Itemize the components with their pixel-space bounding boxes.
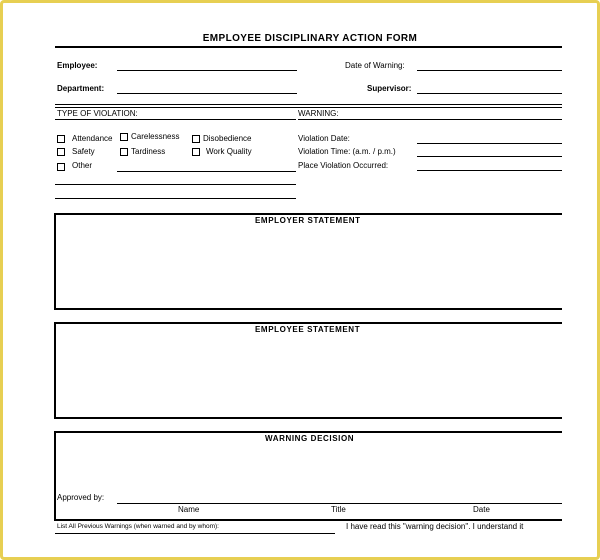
employee-statement-box[interactable] [54, 322, 562, 419]
form-title: EMPLOYEE DISCIPLINARY ACTION FORM [202, 33, 418, 44]
checkbox-attendance[interactable] [57, 135, 65, 143]
violation-date-label: Violation Date: [298, 134, 350, 143]
checkbox-tardiness[interactable] [120, 148, 128, 156]
divider-2 [55, 107, 562, 108]
place-violation-label: Place Violation Occurred: [298, 161, 389, 170]
option-other: Other [72, 161, 93, 170]
warning-decision-title: WARNING DECISION [265, 434, 355, 443]
date-of-warning-field[interactable] [417, 70, 562, 71]
employee-statement-title: EMPLOYEE STATEMENT [255, 325, 361, 334]
checkbox-carelessness[interactable] [120, 133, 128, 141]
employee-field[interactable] [117, 70, 297, 71]
approval-name-label: Name [178, 505, 200, 514]
warning-heading: WARNING: [298, 109, 339, 118]
approval-date-label: Date [473, 505, 490, 514]
violation-date-field[interactable] [417, 143, 562, 144]
approval-title-label: Title [331, 505, 346, 514]
option-safety: Safety [72, 147, 95, 156]
title-rule [55, 46, 562, 48]
option-attendance: Attendance [72, 134, 113, 143]
employer-statement-title: EMPLOYER STATEMENT [255, 216, 361, 225]
checkbox-work-quality[interactable] [192, 148, 200, 156]
warning-heading-rule [298, 119, 562, 120]
other-field[interactable] [117, 171, 296, 172]
checkbox-safety[interactable] [57, 148, 65, 156]
date-of-warning-label: Date of Warning: [345, 61, 405, 70]
department-field[interactable] [117, 93, 297, 94]
employee-label: Employee: [57, 61, 98, 70]
department-label: Department: [57, 84, 105, 93]
other-line-3[interactable] [55, 198, 296, 199]
previous-warnings-label: List All Previous Warnings (when warned and by whom): [57, 523, 219, 530]
checkbox-disobedience[interactable] [192, 135, 200, 143]
other-line-2[interactable] [55, 184, 296, 185]
place-violation-field[interactable] [417, 170, 562, 171]
violation-time-field[interactable] [417, 156, 562, 157]
previous-warnings-field[interactable] [55, 533, 335, 534]
approved-by-field[interactable] [117, 503, 562, 504]
violation-heading: TYPE OF VIOLATION: [57, 109, 138, 118]
option-work-quality: Work Quality [206, 147, 252, 156]
supervisor-field[interactable] [417, 93, 562, 94]
violation-time-label: Violation Time: (a.m. / p.m.) [298, 147, 396, 156]
divider-1 [55, 104, 562, 105]
option-tardiness: Tardiness [131, 147, 166, 156]
violation-heading-rule [55, 119, 296, 120]
approved-by-label: Approved by: [57, 493, 105, 502]
acknowledgement-text: I have read this "warning decision". I understand it [346, 522, 524, 531]
employer-statement-box[interactable] [54, 213, 562, 310]
supervisor-label: Supervisor: [367, 84, 412, 93]
option-carelessness: Carelessness [131, 132, 180, 141]
checkbox-other[interactable] [57, 163, 65, 171]
option-disobedience: Disobedience [203, 134, 252, 143]
